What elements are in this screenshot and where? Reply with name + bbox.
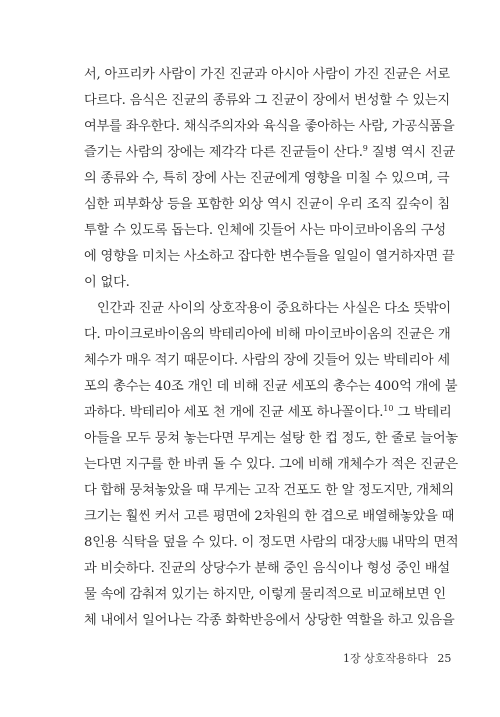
text-line: 서, 아프리카 사람이 가진 진균과 아시아 사람이 가진 진균은 서로 [84, 67, 450, 82]
text-line: 과 비슷하다. 진균의 상당수가 분해 중인 음식이나 형성 중인 배설 [84, 561, 450, 576]
text-line: 체수가 매우 적기 때문이다. 사람의 장에 깃들어 있는 박테리아 세 [84, 353, 450, 368]
text-line: 아들을 모두 뭉쳐 놓는다면 무게는 설탕 한 컵 정도, 한 줄로 늘어놓 [84, 431, 458, 446]
text-line: 에 영향을 미치는 사소하고 잡다한 변수들을 일일이 열거하자면 끝 [84, 249, 455, 264]
page-number: 25 [437, 652, 452, 665]
text-line [84, 404, 452, 422]
text-line [84, 534, 459, 552]
text-line: 는다면 지구를 한 바퀴 돌 수 있다. 그에 비해 개체수가 적은 진균은 [84, 457, 458, 472]
text-line: 의 종류와 수, 특히 장에 사는 진균에게 영향을 미칠 수 있으며, 극 [84, 171, 450, 186]
chapter-title: 1장 상호작용하다 [343, 652, 428, 665]
text-line: 여부를 좌우한다. 채식주의자와 육식을 좋아하는 사람, 가공식품을 [84, 119, 455, 134]
text-line [84, 144, 456, 162]
text-line: 투할 수 있도록 돕는다. 인체에 깃들어 사는 마이코바이옴의 구성 [84, 223, 446, 238]
text-line: 심한 피부화상 등을 포함한 외상 역시 진균이 우리 조직 깊숙이 침 [84, 197, 450, 212]
text-segment: 즐기는 사람의 장에는 제각각 다른 진균들이 산다. [84, 145, 363, 160]
text-segment: 질병 역시 진균 [367, 145, 456, 160]
text-line: 포의 총수는 40조 개인 데 비해 진균 세포의 총수는 400억 개에 불 [84, 379, 458, 394]
text-line: 이 없다. [84, 275, 130, 290]
text-line: 다르다. 음식은 진균의 종류와 그 진균이 장에서 번성할 수 있는지 [84, 93, 450, 108]
text-segment: 내막의 면적 [387, 535, 459, 550]
text-segment: 8인용 식탁을 덮을 수 있다. 이 정도면 사람의 대장 [84, 535, 367, 550]
footnote-marker: 9 [362, 144, 368, 153]
hanja-term: 大腸 [366, 536, 388, 549]
text-line: 인간과 진균 사이의 상호작용이 중요하다는 사실은 다소 뜻밖이 [97, 301, 451, 316]
text-segment: 그 박테리 [393, 405, 452, 420]
text-segment: 과하다. 박테리아 세포 천 개에 진균 세포 하나꼴이다. [84, 405, 384, 420]
footnote-marker: 10 [383, 404, 394, 413]
page-footer [343, 652, 451, 666]
text-line: 물 속에 감춰져 있기는 하지만, 이렇게 물리적으로 비교해보면 인 [84, 587, 446, 602]
text-line: 다. 마이크로바이옴의 박테리아에 비해 마이코바이옴의 진균은 개 [84, 327, 451, 342]
text-line: 크기는 훨씬 커서 고른 평면에 2차원의 한 겹으로 배열해놓았을 때 [84, 509, 455, 524]
text-line: 다 합해 뭉쳐놓았을 때 무게는 고작 건포도 한 알 정도지만, 개체의 [84, 483, 454, 498]
text-line: 체 내에서 일어나는 각종 화학반응에서 상당한 역할을 하고 있음을 [84, 613, 455, 628]
